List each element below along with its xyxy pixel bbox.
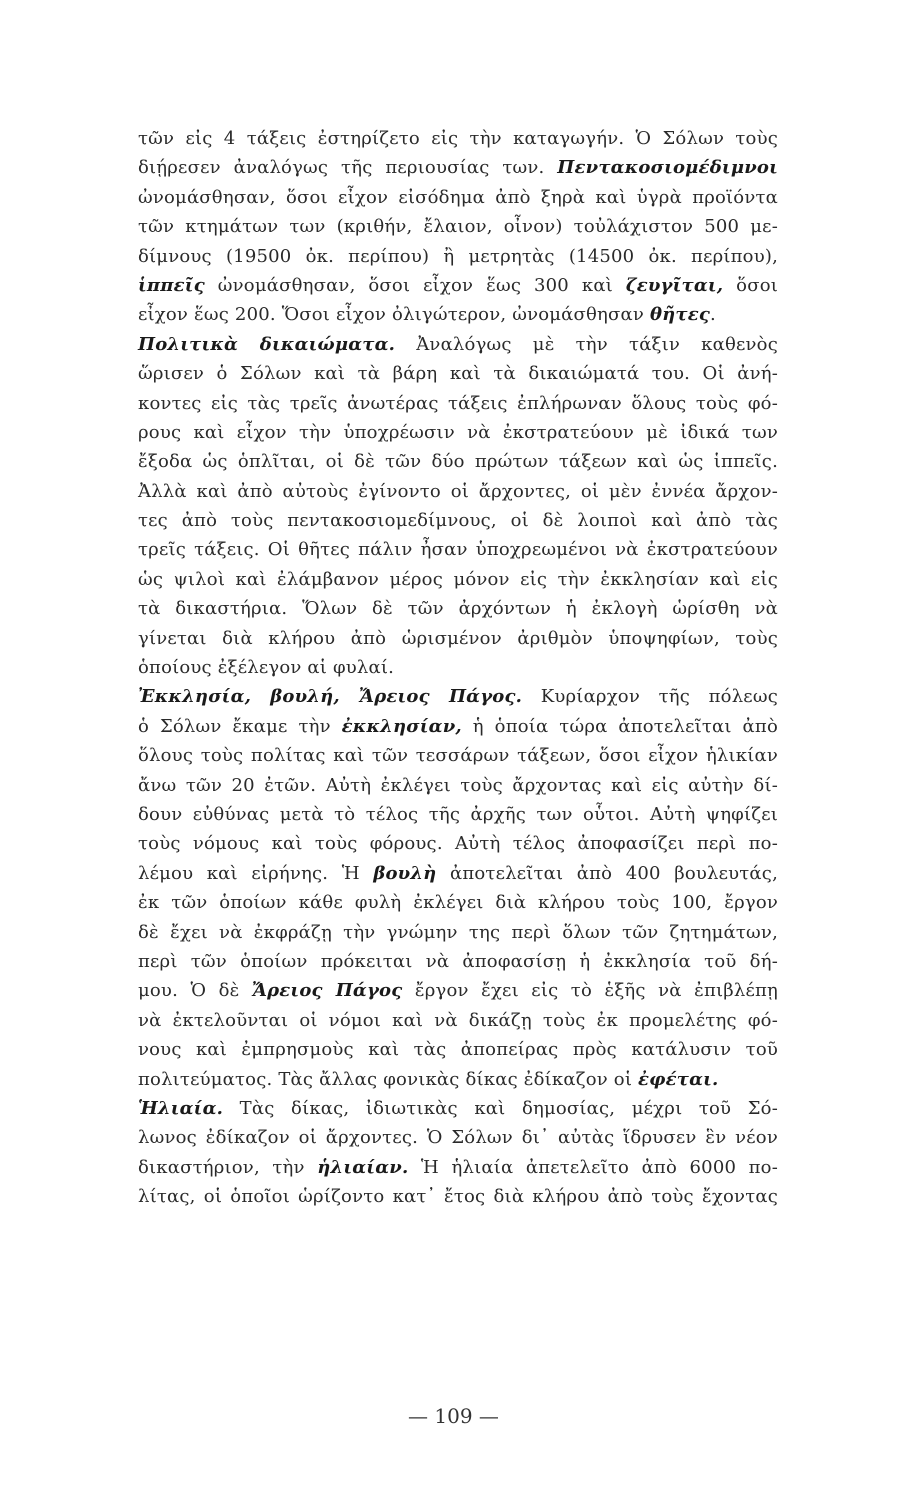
emphasized-term: ἐκκλησίαν, xyxy=(341,715,462,737)
line-text: δικαστήριον, τὴν xyxy=(138,1156,318,1178)
line-text: Ἀλλὰ καὶ ἀπὸ αὐτοὺς ἐγίνοντο οἱ ἄρχοντες, οἱ μὲν ἐννέα ἄρχον- xyxy=(138,480,778,502)
line-text: νους καὶ ἐμπρησμοὺς καὶ τὰς ἀποπείρας πρὸς κατάλυσιν τοῦ xyxy=(138,1039,778,1061)
line-text: περὶ τῶν ὁποίων πρόκειται νὰ ἀποφασίσῃ ἡ ἐκκλησία τοῦ δή- xyxy=(138,950,778,972)
text-line xyxy=(138,153,778,182)
emphasized-term: ζευγῖται, xyxy=(625,274,724,296)
text-line xyxy=(138,947,778,976)
emphasized-term: θῆτες xyxy=(649,304,711,326)
text-line xyxy=(138,418,778,447)
line-text: πολιτεύματος. Τὰς ἄλλας φονικὰς δίκας ἐδίκαζον οἱ xyxy=(138,1068,639,1090)
text-line xyxy=(138,682,778,711)
text-line xyxy=(138,1094,778,1123)
text-line xyxy=(138,771,778,800)
line-text: νὰ ἐκτελοῦνται οἱ νόμοι καὶ νὰ δικάζῃ τοὺς ἐκ προμελέτης φό- xyxy=(138,1009,778,1031)
line-text: μου. Ὁ δὲ xyxy=(138,980,252,1002)
line-text: τῶν κτημάτων των (κριθήν, ἔλαιον, οἶνον) τοὐλάχιστον 500 με- xyxy=(138,216,778,238)
line-text: ὁποίους ἐξέλεγον αἱ φυλαί. xyxy=(138,657,395,679)
emphasized-term: Πεντακοσιομέδιμνοι xyxy=(557,157,778,179)
text-line xyxy=(138,565,778,594)
text-line xyxy=(138,330,778,359)
line-text: γίνεται διὰ κλήρου ἀπὸ ὡρισμένον ἀριθμὸν ὑποψηφίων, τοὺς xyxy=(138,627,778,649)
text-line xyxy=(138,712,778,741)
line-text: ὥρισεν ὁ Σόλων καὶ τὰ βάρη καὶ τὰ δικαιώματά του. Οἱ ἀνή- xyxy=(138,363,778,385)
text-line xyxy=(138,535,778,564)
emphasized-term: ἐφέται. xyxy=(638,1068,719,1090)
line-text: δουν εὐθύνας μετὰ τὸ τέλος τῆς ἀρχῆς των οὗτοι. Αὐτὴ ψηφίζει xyxy=(138,803,778,825)
line-text: Ἀναλόγως μὲ τὴν τάξιν καθενὸς xyxy=(395,333,779,355)
text-line xyxy=(138,183,778,212)
text-line xyxy=(138,594,778,623)
line-text: ἀποτελεῖται ἀπὸ 400 βουλευτάς, xyxy=(436,862,778,884)
text-line xyxy=(138,800,778,829)
line-text: Ἡ ἡλιαία ἀπετελεῖτο ἀπὸ 6000 πο- xyxy=(408,1156,779,1178)
text-line xyxy=(138,859,778,888)
text-line xyxy=(138,242,778,271)
line-text: ὡς ψιλοὶ καὶ ἐλάμβανον μέρος μόνον εἰς τὴν ἐκκλησίαν καὶ εἰς xyxy=(138,568,778,590)
line-text: ρους καὶ εἶχον τὴν ὑποχρέωσιν νὰ ἐκστρατεύουν μὲ ἰδικά των xyxy=(138,421,778,443)
text-line xyxy=(138,212,778,241)
emphasized-term: ἡλιαίαν. xyxy=(317,1156,409,1178)
line-text: τες ἀπὸ τοὺς πεντακοσιομεδίμνους, οἱ δὲ λοιποὶ καὶ ἀπὸ τὰς xyxy=(138,510,778,532)
line-text: Τὰς δίκας, ἰδιωτικὰς καὶ δημοσίας, μέχρι τοῦ Σό- xyxy=(223,1097,778,1119)
emphasized-term: ἱππεῖς xyxy=(138,274,205,296)
text-line xyxy=(138,477,778,506)
text-line xyxy=(138,359,778,388)
line-text: Κυρίαρχον τῆς πόλεως xyxy=(522,686,778,708)
body-text xyxy=(138,124,778,1211)
line-text: ἐκ τῶν ὁποίων κάθε φυλὴ ἐκλέγει διὰ κλήρου τοὺς 100, ἔργον xyxy=(138,892,778,914)
line-text: ἔργον ἔχει εἰς τὸ ἑξῆς νὰ ἐπιβλέπῃ xyxy=(402,980,778,1002)
line-text: ἄνω τῶν 20 ἐτῶν. Αὐτὴ ἐκλέγει τοὺς ἄρχοντας καὶ εἰς αὐτὴν δί- xyxy=(138,774,778,796)
text-line xyxy=(138,300,778,329)
text-line xyxy=(138,447,778,476)
emphasized-term: βουλὴ xyxy=(373,862,437,884)
text-line xyxy=(138,741,778,770)
line-text: τοὺς νόμους καὶ τοὺς φόρους. Αὐτὴ τέλος ἀποφασίζει περὶ πο- xyxy=(138,833,778,855)
line-text: δίμνους (19500 ὀκ. περίπου) ἢ μετρητὰς (14500 ὀκ. περίπου), xyxy=(138,245,778,267)
emphasized-term: Πολιτικὰ δικαιώματα. xyxy=(138,333,396,355)
line-text: λωνος ἐδίκαζον οἱ ἄρχοντες. Ὁ Σόλων δι᾿ αὐτὰς ἵδρυσεν ἓν νέον xyxy=(138,1127,778,1149)
text-line xyxy=(138,1035,778,1064)
emphasized-term: Ἡλιαία. xyxy=(138,1097,224,1119)
line-text: ὠνομάσθησαν, ὅσοι εἶχον εἰσόδημα ἀπὸ ξηρὰ καὶ ὑγρὰ προϊόντα xyxy=(138,186,778,208)
emphasized-term: Ἐκκλησία, βουλή, Ἄρειος Πάγος. xyxy=(138,686,523,708)
text-line xyxy=(138,888,778,917)
text-line xyxy=(138,1006,778,1035)
text-line xyxy=(138,1065,778,1094)
text-line xyxy=(138,1153,778,1182)
text-line xyxy=(138,624,778,653)
line-text: . xyxy=(710,304,716,326)
text-line xyxy=(138,389,778,418)
text-line xyxy=(138,1123,778,1152)
emphasized-term: Ἄρειος Πάγος xyxy=(251,980,403,1002)
page-number: — 109 — xyxy=(408,1404,499,1428)
text-line xyxy=(138,124,778,153)
text-line xyxy=(138,829,778,858)
text-line xyxy=(138,976,778,1005)
text-line xyxy=(138,271,778,300)
text-line xyxy=(138,1182,778,1211)
line-text: διῄρεσεν ἀναλόγως τῆς περιουσίας των. xyxy=(138,157,558,179)
line-text: εἶχον ἕως 200. Ὅσοι εἶχον ὀλιγώτερον, ὠνομάσθησαν xyxy=(138,304,650,326)
line-text: ἔξοδα ὡς ὁπλῖται, οἱ δὲ τῶν δύο πρώτων τάξεων καὶ ὡς ἱππεῖς. xyxy=(138,451,778,473)
line-text: ὅλους τοὺς πολίτας καὶ τῶν τεσσάρων τάξεων, ὅσοι εἶχον ἡλικίαν xyxy=(138,745,778,767)
text-line xyxy=(138,653,778,682)
line-text: ὁ Σόλων ἔκαμε τὴν xyxy=(138,715,342,737)
text-line xyxy=(138,506,778,535)
line-text: τρεῖς τάξεις. Οἱ θῆτες πάλιν ἦσαν ὑποχρεωμένοι νὰ ἐκστρατεύουν xyxy=(138,539,778,561)
line-text: κοντες εἰς τὰς τρεῖς ἀνωτέρας τάξεις ἐπλήρωναν ὅλους τοὺς φό- xyxy=(138,392,778,414)
line-text: λέμου καὶ εἰρήνης. Ἡ xyxy=(138,862,374,884)
line-text: δὲ ἔχει νὰ ἐκφράζῃ τὴν γνώμην της περὶ ὅλων τῶν ζητημάτων, xyxy=(138,921,778,943)
line-text: λίτας, οἱ ὁποῖοι ὡρίζοντο κατ᾿ ἔτος διὰ κλήρου ἀπὸ τοὺς ἔχοντας xyxy=(138,1186,778,1208)
line-text: ὅσοι xyxy=(723,274,778,296)
line-text: τῶν εἰς 4 τάξεις ἐστηρίζετο εἰς τὴν καταγωγήν. Ὁ Σόλων τοὺς xyxy=(138,128,778,149)
line-text: ὠνομάσθησαν, ὅσοι εἶχον ἕως 300 καὶ xyxy=(204,274,626,296)
line-text: ἡ ὁποία τώρα ἀποτελεῖται ἀπὸ xyxy=(461,715,778,737)
line-text: τὰ δικαστήρια. Ὅλων δὲ τῶν ἀρχόντων ἡ ἐκλογὴ ὡρίσθη νὰ xyxy=(138,598,778,620)
text-line xyxy=(138,918,778,947)
